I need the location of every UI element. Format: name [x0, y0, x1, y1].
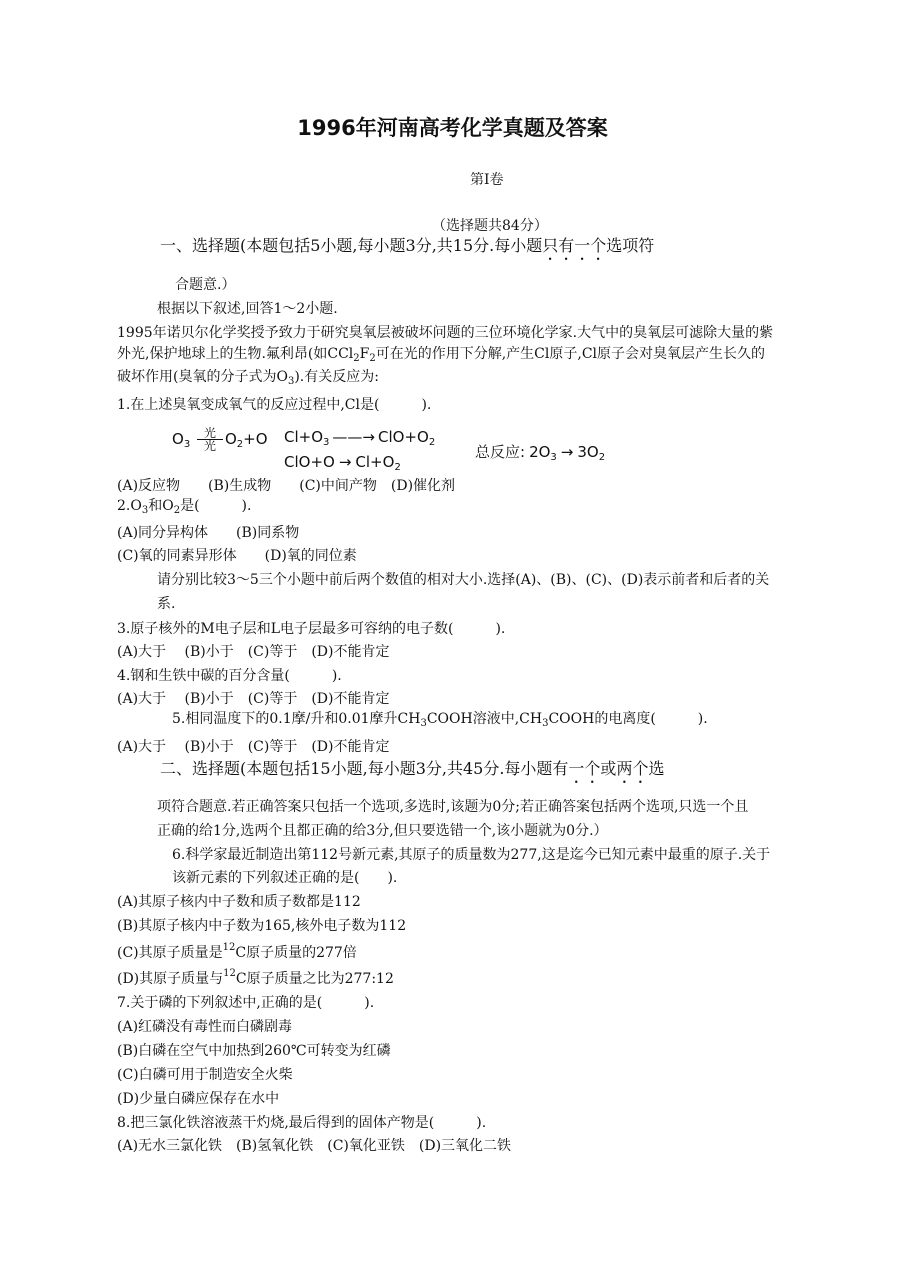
- volume-label: 第I卷: [470, 172, 504, 188]
- q5-stem: 5.相同温度下的0.1摩/升和0.01摩升$CH_3COOH$溶液中$,CH_3COOH$的电离度( ).: [172, 711, 708, 729]
- q8-stem: 8.把三氯化铁溶液蒸干灼烧,最后得到的固体产物是( ).: [117, 1115, 487, 1131]
- volume-note: （选择题共84分）: [432, 218, 548, 234]
- q6-option-a: (A)其原子核内中子数和质子数都是112: [117, 894, 361, 910]
- q5-options: (A)大于 (B)小于 (C)等于 (D)不能肯定: [117, 739, 390, 755]
- q6-option-b: (B)其原子核内中子数为165,核外电子数为112: [117, 918, 407, 934]
- passage-line-1: 1995年诺贝尔化学奖授予致力于研究臭氧层被破坏问题的三位环境化学家.大气中的臭氧层可滤除大量的紫: [117, 325, 774, 341]
- q3-stem: 3.原子核外的M电子层和L电子层最多可容纳的电子数( ).: [117, 621, 506, 637]
- section2-body-2: 正确的给1分,选两个且都正确的给3分,但只要选错一个,该小题就为0分.）: [157, 823, 608, 839]
- compare-intro-1: 请分别比较3～5三个小题中前后两个数值的相对大小.选择(A)、(B)、(C)、(D)表示前者和后者的关: [157, 572, 770, 588]
- q6-stem-2: 该新元素的下列叙述正确的是( ).: [172, 870, 398, 886]
- equation-2: $Cl+O_3$ ——→ $ClO+O_2$: [284, 428, 436, 448]
- q7-option-a: (A)红磷没有毒性而白磷剧毒: [117, 1019, 293, 1035]
- equation-1: $O_3$ 光 光 $O_2+O$: [172, 426, 268, 453]
- q2-stem: $2.O_3$和$O_2$是( ).: [117, 498, 252, 516]
- total-reaction: 总反应: $2O_3 \to 3O_2$: [475, 443, 606, 463]
- q1-options: (A)反应物 (B)生成物 (C)中间产物 (D)催化剂: [117, 478, 456, 494]
- section1-heading: 一、选择题(本题包括5小题,每小题3分,共15分.每小题只有一个选项符: [160, 236, 655, 255]
- passage-line-2: 外光,保护地球上的生物.氟利昂(如$CCl_2F_2$可在光的作用下分解,产生Cl原子,Cl原子会对臭氧层产生长久的: [117, 346, 766, 364]
- q7-option-d: (D)少量白磷应保存在水中: [117, 1091, 280, 1107]
- q2-options-2: (C)氧的同素异形体 (D)氧的同位素: [117, 548, 357, 564]
- q6-option-c: (C)其原子质量是$^{12}$C原子质量的277倍: [117, 942, 357, 961]
- passage-line-3: 破坏作用(臭氧的分子式为$O_3$).有关反应为:: [117, 369, 379, 387]
- q6-stem-1: 6.科学家最近制造出第112号新元素,其原子的质量数为277,这是迄今已知元素中最重的原子.关于: [172, 847, 771, 863]
- emphasis-text: 只有一个: [542, 236, 607, 255]
- q2-options-1: (A)同分异构体 (B)同系物: [117, 525, 300, 541]
- page-title: 1996年河南高考化学真题及答案: [297, 116, 608, 140]
- section2-heading: 二、选择题(本题包括15小题,每小题3分,共45分.每小题有一个或两个选: [160, 759, 665, 778]
- section2-body-1: 项符合题意.若正确答案只包括一个选项,多选时,该题为0分;若正确答案包括两个选项,只选一个且: [157, 799, 749, 815]
- q7-option-b: (B)白磷在空气中加热到260℃可转变为红磷: [117, 1043, 391, 1059]
- equation-3: $ClO+O \to Cl+O_2$: [284, 453, 401, 473]
- compare-intro-2: 系.: [157, 596, 176, 612]
- q8-options: (A)无水三氯化铁 (B)氢氧化铁 (C)氧化亚铁 (D)三氧化二铁: [117, 1138, 512, 1154]
- emphasis-text: 一个: [568, 759, 601, 778]
- q7-option-c: (C)白磷可用于制造安全火柴: [117, 1067, 293, 1083]
- intro-text: 根据以下叙述,回答1～2小题.: [157, 301, 338, 317]
- q1-stem: 1.在上述臭氧变成氧气的反应过程中,Cl是( ).: [117, 397, 432, 413]
- section1-heading-cont: 合题意.）: [175, 277, 236, 293]
- q7-stem: 7.关于磷的下列叙述中,正确的是( ).: [117, 995, 375, 1011]
- q4-options: (A)大于 (B)小于 (C)等于 (D)不能肯定: [117, 691, 390, 707]
- emphasis-text: 两个: [616, 759, 649, 778]
- q3-options: (A)大于 (B)小于 (C)等于 (D)不能肯定: [117, 644, 390, 660]
- q6-option-d: (D)其原子质量与$^{12}$C原子质量之比为277:12: [117, 968, 394, 987]
- q4-stem: 4.钢和生铁中碳的百分含量( ).: [117, 668, 342, 684]
